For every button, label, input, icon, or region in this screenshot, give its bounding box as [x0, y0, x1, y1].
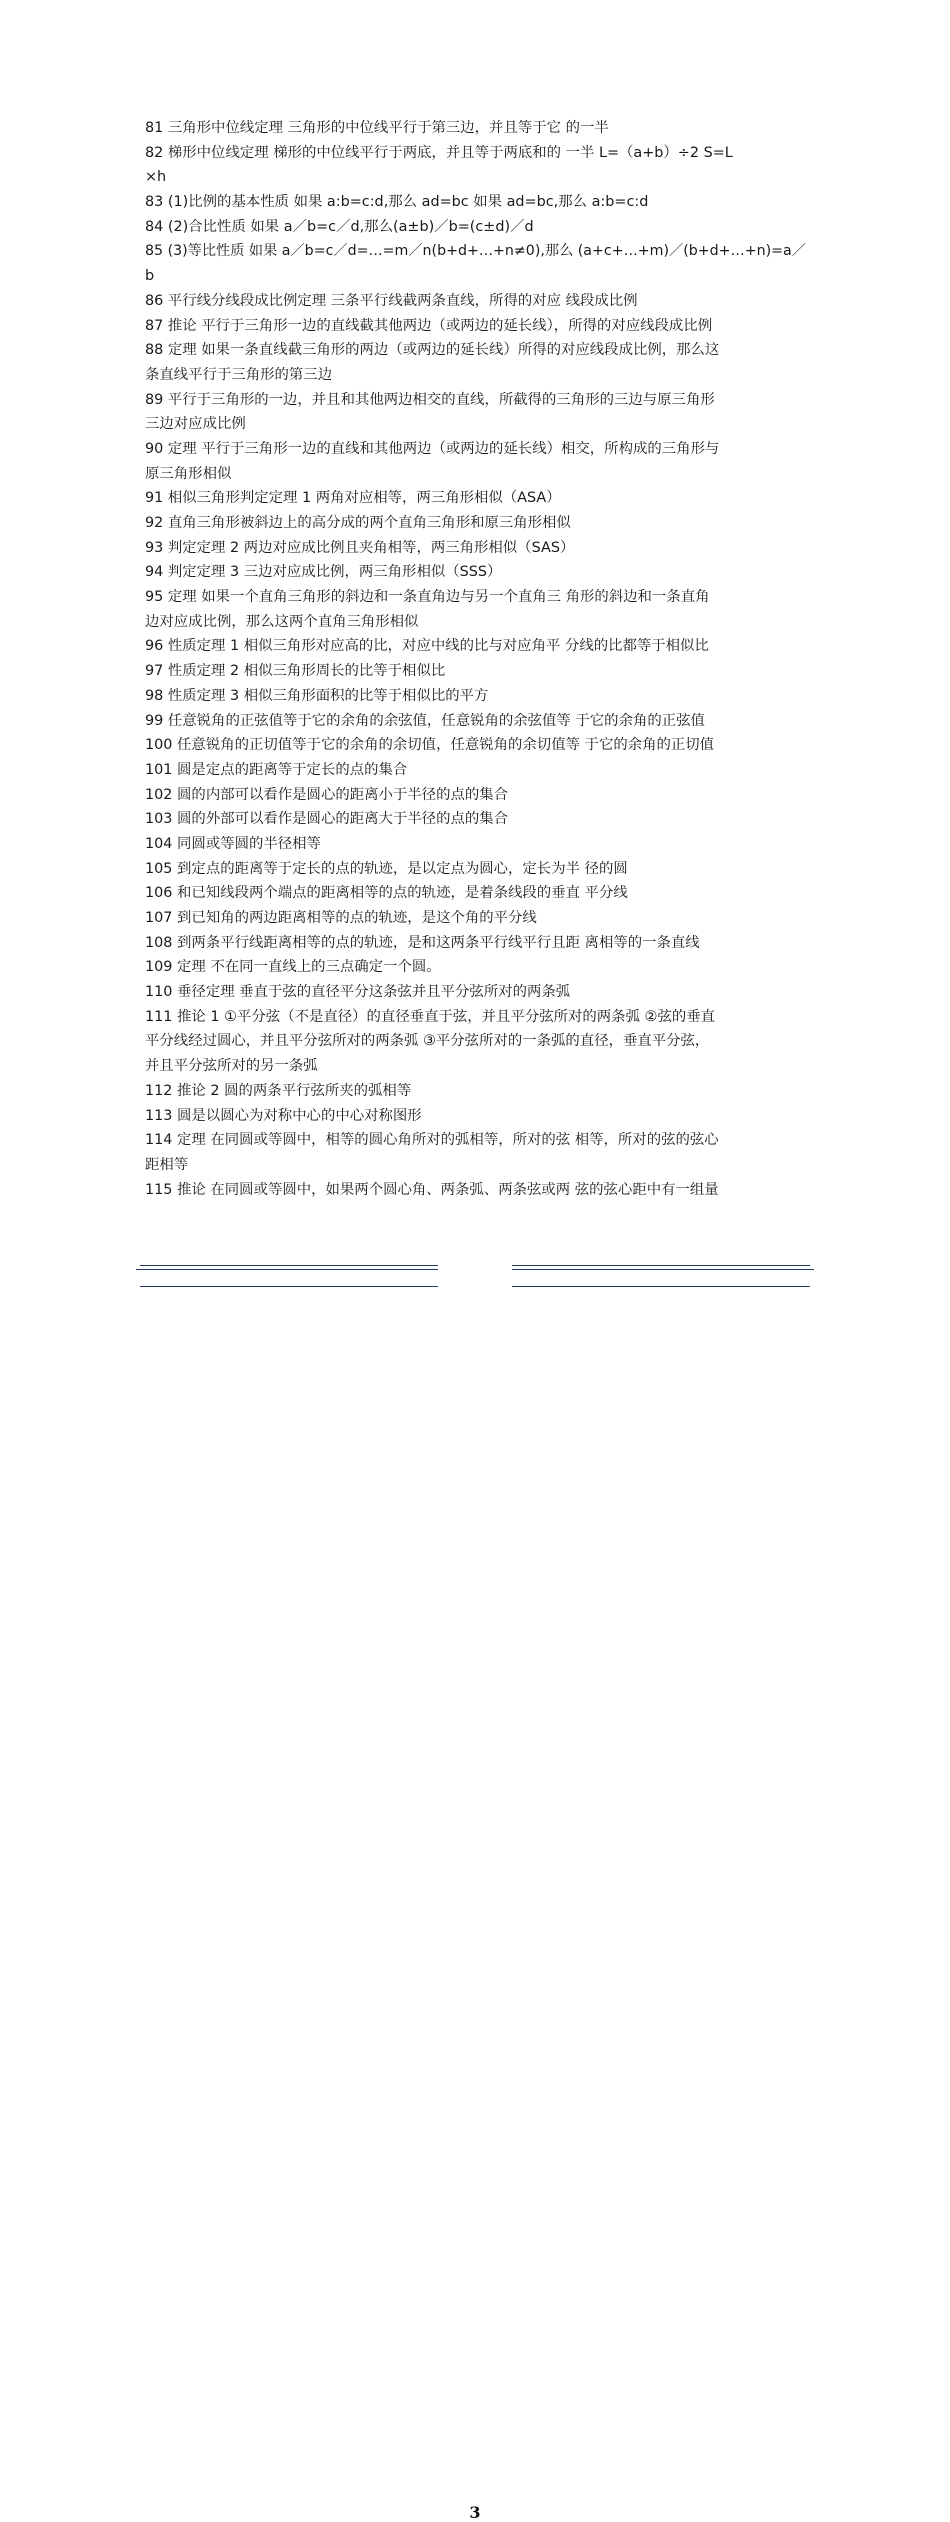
text-line: 108 到两条平行线距离相等的点的轨迹，是和这两条平行线平行且距 离相等的一条直线	[145, 934, 700, 951]
text-line: 84 (2)合比性质 如果 a／b=c／d,那么(a±b)／b=(c±d)／d	[145, 218, 534, 235]
text-line: 三边对应成比例	[145, 416, 246, 433]
footer-rule-left-mid	[136, 1269, 438, 1270]
text-line: 114 定理 在同圆或等圆中，相等的圆心角所对的弧相等，所对的弦 相等，所对的弦的弦心	[145, 1132, 719, 1149]
text-line: 103 圆的外部可以看作是圆心的距离大于半径的点的集合	[145, 811, 509, 828]
text-line: 边对应成比例，那么这两个直角三角形相似	[145, 613, 419, 630]
footer-rule-left-bottom	[140, 1286, 438, 1287]
text-line: 93 判定定理 2 两边对应成比例且夹角相等，两三角形相似（SAS）	[145, 539, 575, 556]
text-line: 条直线平行于三角形的第三边	[145, 366, 333, 383]
text-line: 97 性质定理 2 相似三角形周长的比等于相似比	[145, 663, 446, 680]
footer-rule-left-top	[140, 1265, 438, 1266]
text-line: 111 推论 1 ①平分弦（不是直径）的直径垂直于弦，并且平分弦所对的两条弧 ②弦的垂直	[145, 1008, 716, 1025]
text-line: 110 垂径定理 垂直于弦的直径平分这条弦并且平分弦所对的两条弧	[145, 984, 571, 1001]
text-line: 102 圆的内部可以看作是圆心的距离小于半径的点的集合	[145, 786, 509, 803]
text-line: 87 推论 平行于三角形一边的直线截其他两边（或两边的延长线），所得的对应线段成比例	[145, 317, 713, 334]
text-line: 99 任意锐角的正弦值等于它的余角的余弦值，任意锐角的余弦值等 于它的余角的正弦值	[145, 712, 705, 729]
text-line: 90 定理 平行于三角形一边的直线和其他两边（或两边的延长线）相交，所构成的三角形与	[145, 440, 720, 457]
footer-rule-right-mid	[512, 1269, 814, 1270]
text-line: 107 到已知角的两边距离相等的点的轨迹，是这个角的平分线	[145, 910, 537, 926]
page-number: 3	[469, 2503, 481, 2522]
document-body	[145, 116, 808, 1202]
page-footer	[0, 1250, 950, 2522]
text-line: 96 性质定理 1 相似三角形对应高的比，对应中线的比与对应角平 分线的比都等于相似比	[145, 638, 709, 655]
text-line: 113 圆是以圆心为对称中心的中心对称图形	[145, 1107, 422, 1124]
text-line: 91 相似三角形判定定理 1 两角对应相等，两三角形相似（ASA）	[145, 490, 561, 507]
text-line: 82 梯形中位线定理 梯形的中位线平行于两底，并且等于两底和的 一半 L=（a+b）÷2 S=L	[145, 144, 733, 161]
footer-rule-right-top	[512, 1265, 810, 1266]
text-line: 距相等	[145, 1156, 189, 1173]
text-line: ×h	[145, 169, 167, 186]
text-line: 83 (1)比例的基本性质 如果 a:b=c:d,那么 ad=bc 如果 ad=bc,那么 a:b=c:d	[145, 194, 649, 211]
text-line: 原三角形相似	[145, 465, 232, 482]
text-line: 86 平行线分线段成比例定理 三条平行线截两条直线，所得的对应 线段成比例	[145, 292, 638, 309]
text-line: 92 直角三角形被斜边上的高分成的两个直角三角形和原三角形相似	[145, 515, 571, 531]
text-line: 109 定理 不在同一直线上的三点确定一个圆。	[145, 959, 441, 976]
text-line: 81 三角形中位线定理 三角形的中位线平行于第三边，并且等于它 的一半	[145, 120, 609, 136]
text-line: 105 到定点的距离等于定长的点的轨迹，是以定点为圆心，定长为半 径的圆	[145, 860, 628, 877]
text-line: 平分线经过圆心，并且平分弦所对的两条弧 ③平分弦所对的一条弧的直径，垂直平分弦，	[145, 1033, 710, 1050]
text-line: 104 同圆或等圆的半径相等	[145, 835, 321, 852]
text-line: 并且平分弦所对的另一条弧	[145, 1058, 318, 1075]
text-line: 94 判定定理 3 三边对应成比例，两三角形相似（SSS）	[145, 564, 502, 581]
footer-rule-right-bottom	[512, 1286, 810, 1287]
text-line: 89 平行于三角形的一边，并且和其他两边相交的直线，所截得的三角形的三边与原三角形	[145, 391, 715, 408]
text-line: 85 (3)等比性质 如果 a／b=c／d=…=m／n(b+d+…+n≠0),那么 (a+c+…+m)／(b+d+…+n)=a／	[145, 243, 806, 260]
text-line: 106 和已知线段两个端点的距离相等的点的轨迹，是着条线段的垂直 平分线	[145, 885, 628, 902]
text-line: 101 圆是定点的距离等于定长的点的集合	[145, 761, 408, 778]
text-line: 112 推论 2 圆的两条平行弦所夹的弧相等	[145, 1082, 412, 1099]
text-line: 88 定理 如果一条直线截三角形的两边（或两边的延长线）所得的对应线段成比例，那么这	[145, 342, 720, 359]
text-line: 98 性质定理 3 相似三角形面积的比等于相似比的平方	[145, 687, 489, 704]
text-line: 95 定理 如果一个直角三角形的斜边和一条直角边与另一个直角三 角形的斜边和一条直角	[145, 589, 710, 606]
text-line: 100 任意锐角的正切值等于它的余角的余切值，任意锐角的余切值等 于它的余角的正切值	[145, 737, 715, 754]
text-line: 115 推论 在同圆或等圆中，如果两个圆心角、两条弧、两条弦或两 弦的弦心距中有一组量	[145, 1181, 719, 1198]
text-line: b	[145, 268, 155, 285]
